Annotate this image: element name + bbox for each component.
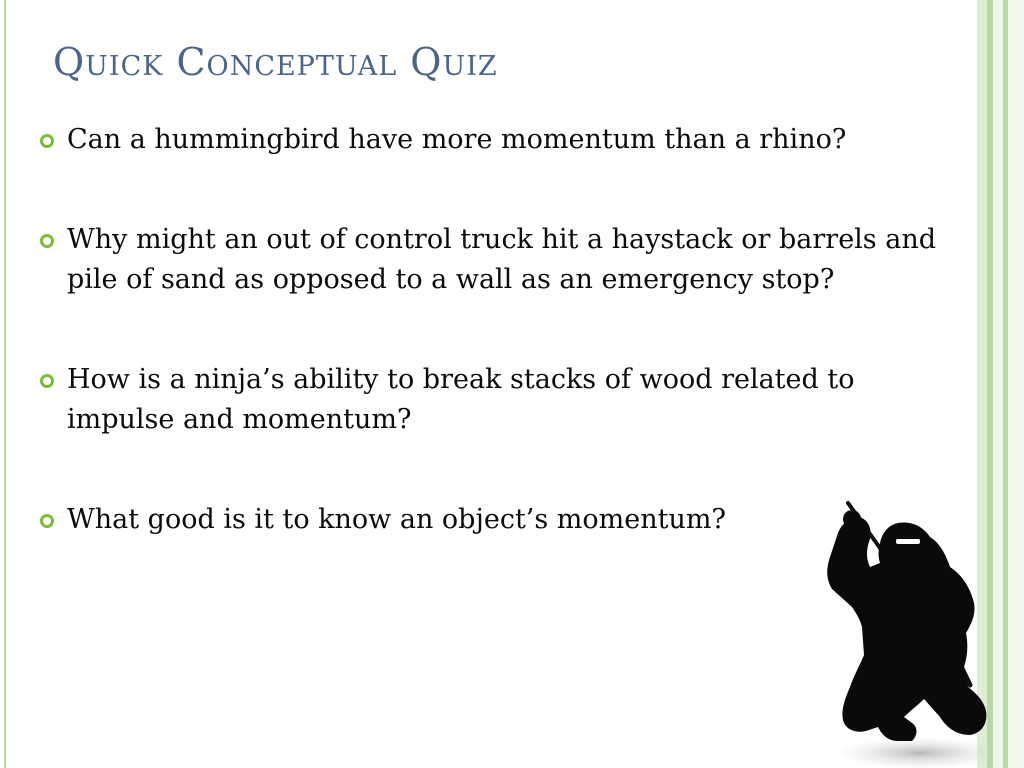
bullet-marker-icon: [40, 234, 54, 248]
bullet-marker-icon: [40, 374, 54, 388]
right-border-band: [1008, 0, 1024, 768]
slide-title: Quick Conceptual Quiz: [53, 40, 498, 84]
bullet-marker-icon: [40, 134, 54, 148]
bullet-text: How is a ninja’s ability to break stacks of wood related to impulse and momentum?: [67, 364, 855, 435]
ninja-silhouette-icon: [800, 495, 990, 768]
bullet-item: [40, 360, 940, 440]
bullet-text: Why might an out of control truck hit a haystack or barrels and pile of sand as opposed to a wall as an emergency stop?: [67, 224, 937, 295]
right-border-band: [993, 0, 1003, 768]
bullet-list: [40, 120, 940, 540]
bullet-item: [40, 120, 940, 160]
bullet-text: What good is it to know an object’s momentum?: [67, 504, 726, 535]
bullet-marker-icon: [40, 514, 54, 528]
left-border-rule: [4, 0, 6, 768]
bullet-text: Can a hummingbird have more momentum than a rhino?: [67, 124, 847, 155]
bullet-item: [40, 220, 940, 300]
